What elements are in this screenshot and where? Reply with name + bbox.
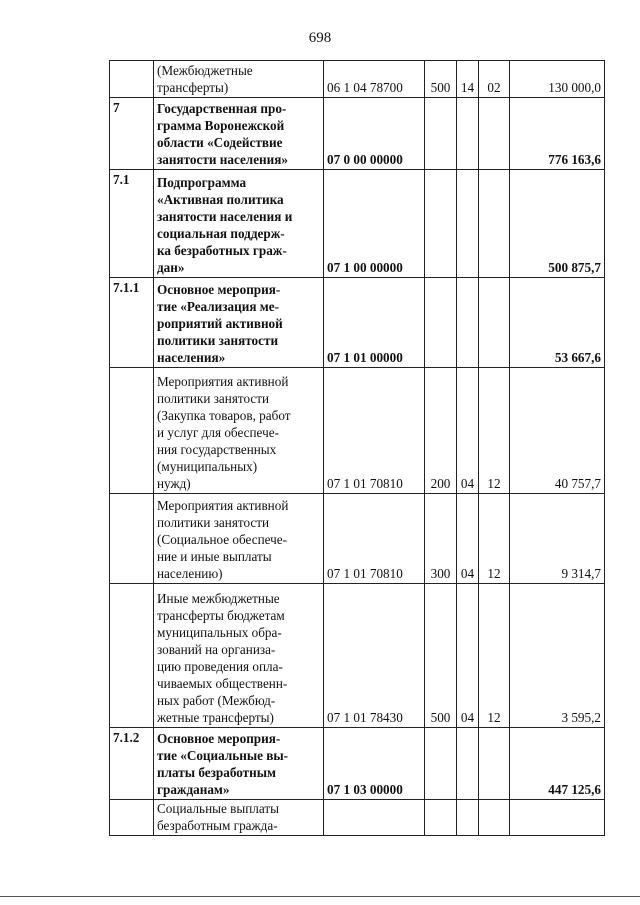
row-number-cell [110, 584, 154, 728]
row-vr-cell [425, 728, 457, 800]
row-name-cell: Мероприятия активной политики занятости (Закупка товаров, работ и услуг для обеспече- ния государственных (муниципальных) нужд) [154, 368, 324, 494]
row-number-cell: 7.1.1 [110, 278, 154, 368]
row-pr-cell [479, 170, 510, 278]
row-vr-cell [425, 98, 457, 170]
row-vr-cell: 200 [425, 368, 457, 494]
row-code-cell: 07 1 00 00000 [324, 170, 425, 278]
row-name-cell: Подпрограмма «Активная политика занятости населения и социальная поддерж- ка безработных граж- дан» [154, 170, 324, 278]
row-vr-cell: 500 [425, 584, 457, 728]
row-amount-cell: 500 875,7 [510, 170, 605, 278]
table-row [110, 368, 605, 494]
row-amount-cell: 776 163,6 [510, 98, 605, 170]
row-rz-cell [457, 278, 479, 368]
row-code-cell: 07 0 00 00000 [324, 98, 425, 170]
row-rz-cell [457, 800, 479, 836]
row-amount-cell [510, 800, 605, 836]
row-pr-cell [479, 98, 510, 170]
row-amount-cell: 40 757,7 [510, 368, 605, 494]
row-pr-cell: 02 [479, 61, 510, 98]
row-vr-cell [425, 170, 457, 278]
row-name-cell: (Межбюджетные трансферты) [154, 61, 324, 98]
table-row [110, 98, 605, 170]
row-vr-cell [425, 800, 457, 836]
row-vr-cell [425, 278, 457, 368]
row-name-cell: Основное мероприя- тие «Социальные вы- платы безработным гражданам» [154, 728, 324, 800]
row-number-cell [110, 800, 154, 836]
row-name-cell: Мероприятия активной политики занятости (Социальное обеспече- ние и иные выплаты населению) [154, 494, 324, 584]
row-rz-cell: 04 [457, 584, 479, 728]
table-row [110, 494, 605, 584]
row-code-cell: 07 1 01 78430 [324, 584, 425, 728]
row-name-cell: Иные межбюджетные трансферты бюджетам муниципальных обра- зований на организа- цию проведения опла- чиваемых общественн- ных работ (Межбюд- жетные трансферты) [154, 584, 324, 728]
row-name-cell: Основное мероприя- тие «Реализация ме- роприятий активной политики занятости населения» [154, 278, 324, 368]
row-amount-cell: 53 667,6 [510, 278, 605, 368]
row-amount-cell: 9 314,7 [510, 494, 605, 584]
page-bottom-line [0, 896, 640, 897]
row-code-cell: 07 1 01 00000 [324, 278, 425, 368]
row-pr-cell: 12 [479, 368, 510, 494]
row-number-cell [110, 494, 154, 584]
budget-table [109, 60, 605, 836]
row-rz-cell [457, 170, 479, 278]
row-pr-cell [479, 278, 510, 368]
row-amount-cell: 447 125,6 [510, 728, 605, 800]
row-pr-cell [479, 800, 510, 836]
row-rz-cell: 04 [457, 494, 479, 584]
row-number-cell [110, 368, 154, 494]
row-vr-cell: 300 [425, 494, 457, 584]
page-number: 698 [308, 30, 332, 46]
row-code-cell: 07 1 01 70810 [324, 494, 425, 584]
row-rz-cell [457, 728, 479, 800]
table-row [110, 278, 605, 368]
row-code-cell: 06 1 04 78700 [324, 61, 425, 98]
table-row [110, 800, 605, 836]
row-vr-cell: 500 [425, 61, 457, 98]
row-amount-cell: 3 595,2 [510, 584, 605, 728]
row-code-cell [324, 800, 425, 836]
row-number-cell: 7 [110, 98, 154, 170]
table-row [110, 170, 605, 278]
table-row [110, 728, 605, 800]
row-code-cell: 07 1 03 00000 [324, 728, 425, 800]
row-amount-cell: 130 000,0 [510, 61, 605, 98]
row-rz-cell: 14 [457, 61, 479, 98]
table-row [110, 584, 605, 728]
row-rz-cell: 04 [457, 368, 479, 494]
row-pr-cell [479, 728, 510, 800]
table-body [110, 61, 605, 836]
row-pr-cell: 12 [479, 494, 510, 584]
row-name-cell: Государственная про- грамма Воронежской области «Содействие занятости населения» [154, 98, 324, 170]
table-row [110, 61, 605, 98]
row-number-cell: 7.1.2 [110, 728, 154, 800]
row-number-cell: 7.1 [110, 170, 154, 278]
row-code-cell: 07 1 01 70810 [324, 368, 425, 494]
row-number-cell [110, 61, 154, 98]
row-rz-cell [457, 98, 479, 170]
row-name-cell: Социальные выплаты безработным гражда- [154, 800, 324, 836]
row-pr-cell: 12 [479, 584, 510, 728]
